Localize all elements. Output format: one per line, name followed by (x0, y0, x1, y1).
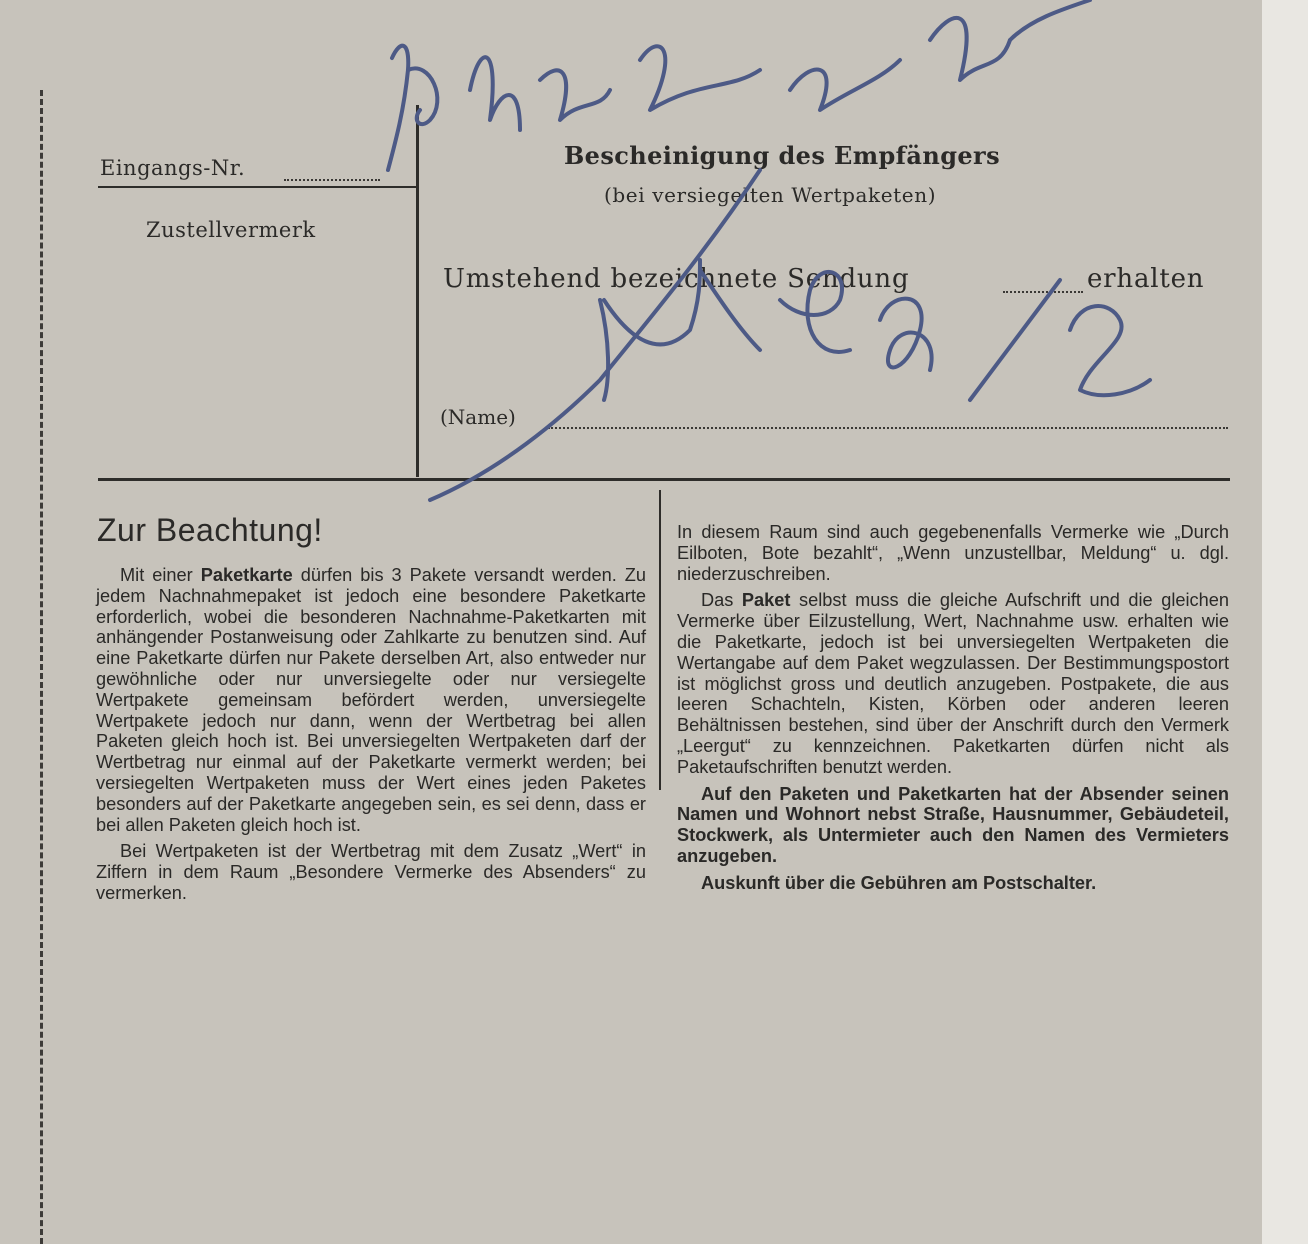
right-paragraph-2: Das Paket selbst muss die gleiche Aufschrift und die gleichen Vermerke über Eilzustellung, Wert, Nachnahme usw. erhalten wie die Paketkarte, jedoch ist bei unversiegelten Wertpaketen die Wertangabe auf dem Paket wegzulassen. Der Bestimmungspostort ist möglichst gross und deutlich anzugeben. Postpakete, die aus leeren Schachteln, Kisten, Körben oder anderen leeren Behältnissen bestehen, sind über der Anschrift durch den Vermerk „Leergut“ zu kennzeichnen. Paketkarten dürfen nicht als Paketaufschriften benutzt werden. (677, 590, 1229, 777)
left-paragraph-1: Mit einer Paketkarte dürfen bis 3 Pakete versandt werden. Zu jedem Nachnahmepaket ist jedoch eine besondere Paketkarte erforderlich, wobei die besonderen Nachnahme-Paketkarten mit anhängender Postanweisung oder Zahlkarte zu benutzen sind. Auf eine Paketkarte dürfen nur Pakete derselben Art, also entweder nur gewöhnliche oder nur unversiegelte oder nur versiegelte Wertpakete gemeinsam befördert werden, unversiegelte Wertpakete jedoch nur dann, wenn der Wertbetrag bei allen Paketen gleich hoch ist. Bei unversiegelten Wertpaketen darf der Wertbetrag nur einmal auf der Paketkarte vermerkt werden; bei versiegelten Wertpaketen muss der Wert eines jeden Paketes besonders auf der Paketkarte angegeben sein, es sei denn, dass er bei allen Paketen gleich hoch ist. (96, 565, 646, 835)
left-paragraph-2: Bei Wertpaketen ist der Wertbetrag mit dem Zusatz „Wert“ in Ziffern in dem Raum „Besondere Vermerke des Absenders“ zu vermerken. (96, 841, 646, 903)
column-divider-vertical (659, 490, 661, 790)
erhalten-text: erhalten (1087, 264, 1205, 294)
eingangs-nr-label: Eingangs-Nr. (100, 156, 246, 180)
sendung-text: Umstehend bezeichnete Sendung (443, 264, 910, 294)
background-paper-edge (1262, 0, 1308, 1244)
sendung-dotline (1003, 291, 1083, 293)
eingangs-nr-dotline (284, 179, 380, 181)
name-label: (Name) (440, 405, 516, 429)
right-paragraph-3: Auf den Paketen und Paketkarten hat der Absender seinen Namen und Wohnort nebst Straße, Hausnummer, Gebäudeteil, Stockwerk, als Untermieter auch den Namen des Vermieters anzugeben. (677, 783, 1229, 866)
perforation-line (40, 90, 43, 1244)
notice-left-column (96, 565, 646, 904)
right-paragraph-4: Auskunft über die Gebühren am Postschalter. (701, 872, 1097, 893)
eingangs-underline (98, 186, 416, 188)
name-dotline (548, 427, 1228, 429)
section-divider-horizontal (98, 478, 1230, 481)
notice-heading: Zur Beachtung! (97, 512, 323, 548)
receipt-subtitle: (bei versiegelten Wertpaketen) (604, 183, 937, 207)
zustellvermerk-label: Zustellvermerk (146, 218, 316, 242)
right-paragraph-1: In diesem Raum sind auch gegebenenfalls Vermerke wie „Durch Eilboten, Bote bezahlt“, „Wenn unzustellbar, Meldung“ u. dgl. niederzuschreiben. (677, 522, 1229, 584)
upper-divider-vertical (416, 105, 419, 477)
notice-right-column (677, 522, 1229, 894)
receipt-title: Bescheinigung des Empfängers (564, 141, 1001, 170)
